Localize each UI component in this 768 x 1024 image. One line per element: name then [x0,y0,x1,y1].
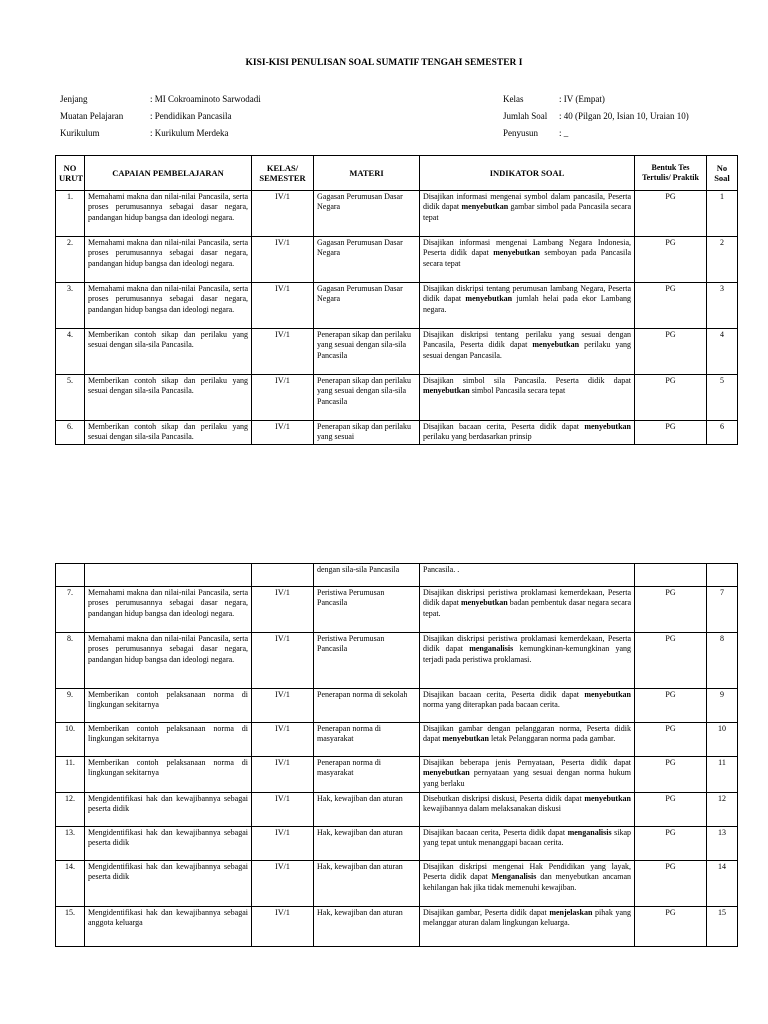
cell-materi: Gagasan Perumusan Dasar Negara [314,191,420,237]
cell-kelas: IV/1 [252,421,314,445]
cell-no: 5. [56,375,85,421]
meta-value: : _ [559,128,569,138]
cell-kelas: IV/1 [252,191,314,237]
cell-materi: Hak, kewajiban dan aturan [314,793,420,827]
indikator-verb: menyebutkan [460,598,508,608]
indikator-text: Disajikan bacaan cerita, Peserta didik dapat [423,690,585,699]
cell-no-soal: 13 [707,827,738,861]
cell-indikator [420,907,635,947]
meta-label: Penyusun [503,128,539,138]
cell-materi: Hak, kewajiban dan aturan [314,827,420,861]
header-kelas: KELAS/ SEMESTER [252,156,314,191]
cell-capaian: Memahami makna dan nilai-nilai Pancasila, serta proses perumusannya sebagai dasar negara, pandangan hidup bangsa dan ideologi negara. [85,283,252,329]
table-row [56,723,738,757]
cell-bentuk: PG [635,375,707,421]
cell-materi: Peristiwa Perumusan Pancasila [314,633,420,689]
indikator-text: Disajikan informasi mengenai symbol dalam pancasila, Peserta didik dapat [423,192,631,212]
meta-value: : MI Cokroaminoto Sarwodadi [150,94,261,104]
cell-indikator [420,757,635,793]
cell-capaian: Memahami makna dan nilai-nilai Pancasila, serta proses perumusannya sebagai dasar negara, pandangan hidup bangsa dan ideologi negara. [85,587,252,633]
cell-capaian: Memberikan contoh pelaksanaan norma di lingkungan sekitarnya [85,757,252,793]
cell-no-soal: 7 [707,587,738,633]
kisi-kisi-table-page2 [55,563,738,947]
table-row [56,689,738,723]
indikator-text: Disajikan informasi mengenai Lambang Negara Indonesia, Peserta didik dapat [423,238,631,258]
cell-capaian: Memberikan contoh sikap dan perilaku yang sesuai dengan sila-sila Pancasila. [85,421,252,445]
cell-no-soal: 15 [707,907,738,947]
cell-bentuk: PG [635,237,707,283]
cell-indikator [420,793,635,827]
cell-materi: Peristiwa Perumusan Pancasila [314,587,420,633]
cell-indikator: Pancasila. . [420,564,635,587]
cell-no: 1. [56,191,85,237]
cell-capaian: Memberikan contoh sikap dan perilaku yang sesuai dengan sila-sila Pancasila. [85,375,252,421]
header-materi: MATERI [314,156,420,191]
cell-no-soal: 8 [707,633,738,689]
table-row [56,587,738,633]
document-title: KISI-KISI PENULISAN SOAL SUMATIF TENGAH SEMESTER I [245,58,523,68]
cell-bentuk: PG [635,793,707,827]
table-body-page2 [56,564,738,947]
indikator-verb: menyebutkan [423,768,470,778]
indikator-text: sikap yang tepat untuk menanggapi bacaan cerita. [423,828,631,848]
cell-materi: Gagasan Perumusan Dasar Negara [314,283,420,329]
meta-row-jenjang [60,91,261,108]
indikator-verb: Menganalisis [491,872,537,882]
table-row [56,375,738,421]
cell-kelas: IV/1 [252,793,314,827]
meta-label: Jumlah Soal [503,111,548,121]
table-row [56,283,738,329]
table-body-page1 [56,191,738,445]
cell-kelas: IV/1 [252,907,314,947]
kisi-kisi-table-page1 [55,155,738,445]
indikator-text: Disajikan gambar dengan pelanggaran norma, Peserta didik dapat [423,724,631,744]
cell-indikator [420,375,635,421]
table-row [56,757,738,793]
cell-bentuk: PG [635,191,707,237]
cell-indikator [420,633,635,689]
cell-no: 10. [56,723,85,757]
cell-bentuk: PG [635,861,707,907]
cell-capaian [85,564,252,587]
indikator-text: Disajikan diskripsi peristiwa proklamasi kemerdekaan, Peserta didik dapat [423,634,631,654]
meta-value: : IV (Empat) [559,94,605,104]
cell-materi: Penerapan norma di sekolah [314,689,420,723]
cell-no-soal: 6 [707,421,738,445]
meta-value: : 40 (Pilgan 20, Isian 10, Uraian 10) [559,111,689,121]
indikator-text: perilaku yang sesuai dengan Pancasila. [423,340,631,360]
indikator-text: Disajikan simbol sila Pancasila. Peserta didik dapat [423,376,631,385]
meta-left [60,91,261,142]
cell-bentuk: PG [635,329,707,375]
cell-materi: Penerapan sikap dan perilaku yang sesuai dengan sila-sila Pancasila [314,329,420,375]
cell-capaian: Memahami makna dan nilai-nilai Pancasila, serta proses perumusannya sebagai dasar negara, pandangan hidup bangsa dan ideologi negara. [85,237,252,283]
cell-capaian: Mengidentifikasi hak dan kewajibannya sebagai peserta didik [85,793,252,827]
cell-no: 14. [56,861,85,907]
cell-bentuk: PG [635,827,707,861]
cell-no-soal: 2 [707,237,738,283]
cell-kelas: IV/1 [252,587,314,633]
table-row [56,907,738,947]
header-bentuk: Bentuk Tes Tertulis/ Praktik [635,156,707,191]
cell-indikator [420,689,635,723]
cell-capaian: Mengidentifikasi hak dan kewajibannya sebagai anggota keluarga [85,907,252,947]
indikator-text: perilaku yang berdasarkan prinsip [423,432,532,442]
cell-bentuk: PG [635,587,707,633]
table-row [56,191,738,237]
indikator-text: kewajibannya dalam melaksanakan diskusi [423,804,561,814]
indikator-text: simbol Pancasila secara tepat [469,386,566,396]
indikator-verb: menyebutkan [532,340,580,350]
cell-indikator [420,587,635,633]
cell-kelas: IV/1 [252,633,314,689]
indikator-verb: menganalisis [567,828,612,837]
cell-no: 12. [56,793,85,827]
header-no-soal: No Soal [707,156,738,191]
indikator-text: semboyan pada Pancasila secara tepat [423,248,632,268]
cell-no-soal: 3 [707,283,738,329]
cell-kelas: IV/1 [252,723,314,757]
cell-indikator [420,329,635,375]
cell-kelas: IV/1 [252,689,314,723]
indikator-text: Disajikan diskripsi tentang perilaku yang sesuai dengan Pancasila, Peserta didik dapat [423,330,631,350]
cell-no: 13. [56,827,85,861]
cell-no-soal: 9 [707,689,738,723]
cell-capaian: Mengidentifikasi hak dan kewajibannya sebagai peserta didik [85,827,252,861]
indikator-text: Disajikan bacaan cerita, Peserta didik dapat [423,422,585,431]
cell-bentuk [635,564,707,587]
meta-right [503,91,689,142]
cell-no-soal: 5 [707,375,738,421]
meta-value: : Kurikulum Merdeka [150,128,229,138]
table-row [56,329,738,375]
cell-indikator [420,191,635,237]
cell-no: 4. [56,329,85,375]
cell-bentuk: PG [635,757,707,793]
indikator-text: Disajikan diskripsi mengenai Hak Pendidikan yang layak, Peserta didik dapat [423,862,631,882]
cell-no [56,564,85,587]
cell-no: 2. [56,237,85,283]
header-indikator: INDIKATOR SOAL [420,156,635,191]
cell-indikator [420,421,635,445]
meta-label: Kurikulum [60,128,100,138]
cell-no-soal: 10 [707,723,738,757]
indikator-text: letak Pelanggaran norma pada gambar. [489,734,616,744]
cell-bentuk: PG [635,421,707,445]
header-capaian: CAPAIAN PEMBELAJARAN [85,156,252,191]
table-header-row [56,156,738,191]
indikator-text: dan menyebutkan ancaman kehilangan hak jika tidak memenuhi kewajiban. [423,872,632,892]
cell-no-soal: 1 [707,191,738,237]
cell-materi: Hak, kewajiban dan aturan [314,861,420,907]
table-row [56,421,738,445]
cell-kelas: IV/1 [252,757,314,793]
cell-materi: Hak, kewajiban dan aturan [314,907,420,947]
indikator-verb: menyebutkan [584,794,631,803]
indikator-text: Disajikan diskripsi tentang perumusan lambang Negara, Peserta didik dapat [423,284,631,304]
cell-bentuk: PG [635,689,707,723]
indikator-verb: menyebutkan [442,734,490,744]
indikator-verb: menyebutkan [584,422,631,431]
meta-label: Jenjang [60,94,88,104]
cell-capaian: Mengidentifikasi hak dan kewajibannya sebagai peserta didik [85,861,252,907]
cell-kelas: IV/1 [252,237,314,283]
table-row [56,237,738,283]
cell-kelas: IV/1 [252,827,314,861]
indikator-verb: menyebutkan [465,294,513,304]
cell-bentuk: PG [635,907,707,947]
cell-no: 8. [56,633,85,689]
cell-kelas: IV/1 [252,861,314,907]
indikator-text: pernyataan yang sesuai dengan norma hukum yang berlaku [423,768,631,788]
cell-capaian: Memberikan contoh pelaksanaan norma di lingkungan sekitarnya [85,723,252,757]
cell-indikator [420,861,635,907]
indikator-text: Disajikan beberapa jenis Pernyataan, Peserta didik dapat [423,758,631,767]
indikator-text: gambar simbol pada Pancasila secara tepat [423,202,631,222]
table-row-continuation [56,564,738,587]
cell-no-soal: 4 [707,329,738,375]
cell-no: 7. [56,587,85,633]
cell-materi: Penerapan norma di masyarakat [314,723,420,757]
indikator-verb: menganalisis [469,644,514,654]
cell-indikator [420,723,635,757]
meta-row-kurikulum [60,125,261,142]
indikator-text: Disajikan gambar, Peserta didik dapat [423,908,550,917]
cell-kelas: IV/1 [252,283,314,329]
cell-kelas: IV/1 [252,329,314,375]
cell-capaian: Memberikan contoh sikap dan perilaku yang sesuai dengan sila-sila Pancasila. [85,329,252,375]
meta-row-kelas [503,91,689,108]
meta-row-jumlah-soal [503,108,689,125]
indikator-text: jumlah helai pada ekor Lambang negara. [423,294,631,314]
cell-materi: dengan sila-sila Pancasila [314,564,420,587]
cell-materi: Penerapan norma di masyarakat [314,757,420,793]
cell-indikator [420,827,635,861]
indikator-text: Disajikan diskripsi peristiwa proklamasi kemerdekaan, Peserta didik dapat [423,588,631,608]
cell-materi: Gagasan Perumusan Dasar Negara [314,237,420,283]
cell-indikator [420,237,635,283]
cell-materi: Penerapan sikap dan perilaku yang sesuai dengan sila-sila Pancasila [314,375,420,421]
cell-no: 15. [56,907,85,947]
indikator-text: Disebutkan diskripsi diskusi, Peserta didik dapat [423,794,585,803]
table-row [56,827,738,861]
cell-no: 3. [56,283,85,329]
cell-materi: Penerapan sikap dan perilaku yang sesuai [314,421,420,445]
cell-kelas [252,564,314,587]
indikator-verb: menyebutkan [584,690,631,699]
indikator-verb: menyebutkan [493,248,540,258]
cell-capaian: Memahami makna dan nilai-nilai Pancasila, serta proses perumusannya sebagai dasar negara, pandangan hidup bangsa dan ideologi negara. [85,633,252,689]
cell-indikator [420,283,635,329]
indikator-text: norma yang diterapkan pada bacaan cerita. [423,700,560,710]
meta-label: Kelas [503,94,524,104]
meta-row-penyusun [503,125,689,142]
cell-no-soal [707,564,738,587]
indikator-text: kemungkinan-kemungkinan yang terjadi pada peristiwa proklamasi. [423,644,631,664]
cell-no-soal: 12 [707,793,738,827]
cell-no: 6. [56,421,85,445]
table-row [56,861,738,907]
cell-no: 9. [56,689,85,723]
cell-bentuk: PG [635,723,707,757]
table-row [56,793,738,827]
cell-no: 11. [56,757,85,793]
table-row [56,633,738,689]
cell-capaian: Memahami makna dan nilai-nilai Pancasila, serta proses perumusannya sebagai dasar negara, pandangan hidup bangsa dan ideologi negara. [85,191,252,237]
indikator-verb: menyebutkan [461,202,509,212]
cell-kelas: IV/1 [252,375,314,421]
cell-capaian: Memberikan contoh pelaksanaan norma di lingkungan sekitarnya [85,689,252,723]
indikator-text: pihak yang melanggar aturan dalam lingkungan keluarga. [423,908,632,928]
header-no-urut: NO URUT [56,156,85,191]
indikator-verb: menyebutkan [423,386,470,396]
cell-bentuk: PG [635,633,707,689]
cell-bentuk: PG [635,283,707,329]
indikator-verb: menjelaskan [549,908,593,917]
meta-value: : Pendidikan Pancasila [150,111,232,121]
indikator-text: badan pembentuk dasar negara secara tepat. [423,598,631,618]
meta-label: Muatan Pelajaran [60,111,124,121]
cell-no-soal: 11 [707,757,738,793]
meta-row-muatan [60,108,261,125]
cell-no-soal: 14 [707,861,738,907]
indikator-text: Disajikan bacaan cerita, Peserta didik dapat [423,828,568,837]
